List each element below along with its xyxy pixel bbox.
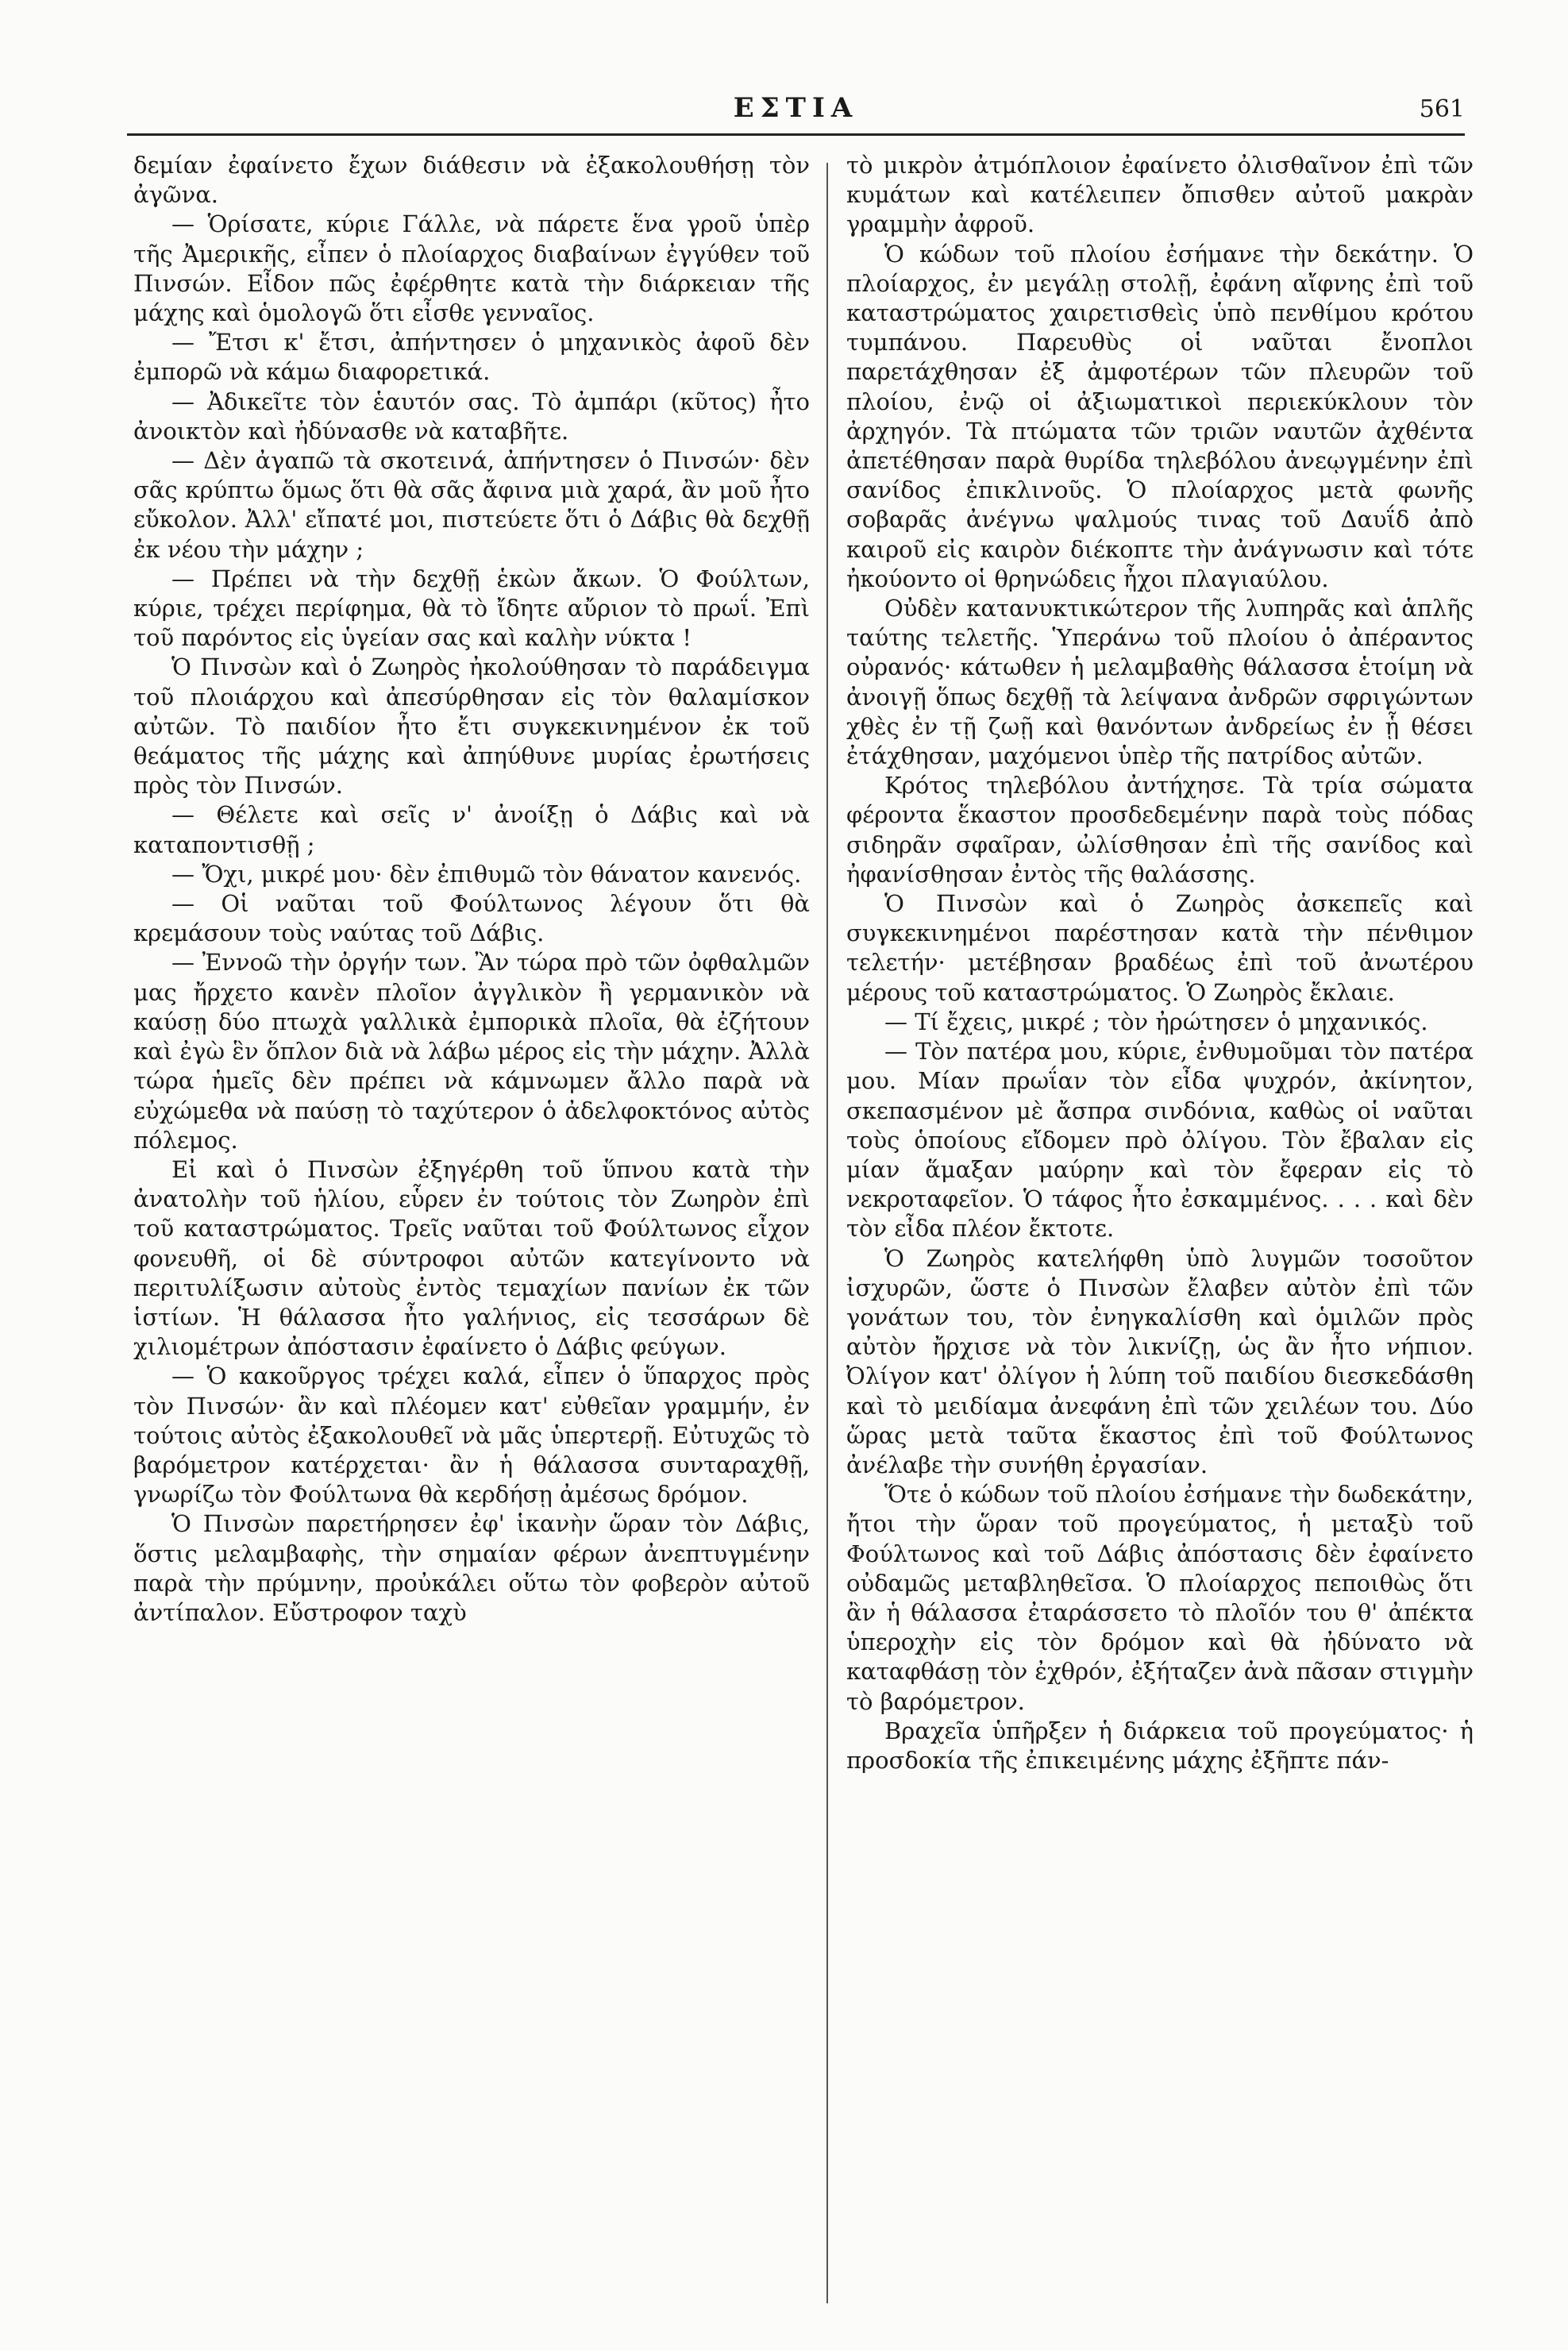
paragraph: Ὁ Ζωηρὸς κατελήφθη ὑπὸ λυγμῶν τοσοῦτον ἰσχυρῶν, ὥστε ὁ Πινσὼν ἔλαβεν αὐτὸν ἐπὶ τῶν γονάτων του, τὸν ἐνηγκαλίσθη καὶ ὁμιλῶν πρὸς αὐτὸν ἤρχισε νὰ τὸν λικνίζῃ, ὡς ἂν ἦτο νήπιον. Ὀλίγον κατ' ὀλίγον ἡ λύπη τοῦ παιδίου διεσκεδάσθη καὶ τὸ μειδίαμα ἀνεφάνη ἐπὶ τῶν χειλέων του. Δύο ὥρας μετὰ ταῦτα ἕκαστος ἐπὶ τοῦ Φούλτωνος ἀνέλαβε τὴν συνήθη ἐργασίαν. <box>846 1244 1474 1478</box>
right-column <box>846 151 1474 2332</box>
paragraph: — Ἔτσι κ' ἔτσι, ἀπήντησεν ὁ μηχανικὸς ἀφοῦ δὲν ἐμπορῶ νὰ κάμω διαφορετικά. <box>133 329 810 386</box>
paragraph: — Θέλετε καὶ σεῖς ν' ἀνοίξῃ ὁ Δάβις καὶ νὰ καταποντισθῇ ; <box>133 801 810 858</box>
paragraph: δεμίαν ἐφαίνετο ἔχων διάθεσιν νὰ ἐξακολουθήσῃ τὸν ἀγῶνα. <box>133 152 810 209</box>
paragraph: — Τὸν πατέρα μου, κύριε, ἐνθυμοῦμαι τὸν πατέρα μου. Μίαν πρωΐαν τὸν εἶδα ψυχρόν, ἀκίνητον, σκεπασμένον μὲ ἄσπρα σινδόνια, καθὼς οἱ ναῦται τοὺς ὁποίους εἴδομεν πρὸ ὀλίγου. Τὸν ἔβαλαν εἰς μίαν ἅμαξαν μαύρην καὶ τὸν ἔφεραν εἰς τὸ νεκροταφεῖον. Ὁ τάφος ἦτο ἐσκαμμένος. . . . καὶ δὲν τὸν εἶδα πλέον ἔκτοτε. <box>846 1038 1474 1243</box>
column-divider <box>826 163 828 2303</box>
paragraph: — Ὄχι, μικρέ μου· δὲν ἐπιθυμῶ τὸν θάνατον κανενός. <box>171 860 802 888</box>
paragraph: Ὁ Πινσὼν καὶ ὁ Ζωηρὸς ἠκολούθησαν τὸ παράδειγμα τοῦ πλοιάρχου καὶ ἀπεσύρθησαν εἰς τὸν θαλαμίσκον αὐτῶν. Τὸ παιδίον ἦτο ἔτι συγκεκινημένον ἐκ τοῦ θεάματος τῆς μάχης καὶ ἀπηύθυνε μυρίας ἐρωτήσεις πρὸς τὸν Πινσών. <box>133 653 810 800</box>
paragraph: Οὐδὲν κατανυκτικώτερον τῆς λυπηρᾶς καὶ ἁπλῆς ταύτης τελετῆς. Ὑπεράνω τοῦ πλοίου ὁ ἀπέραντος οὐρανός· κάτωθεν ἡ μελαμβαθὴς θάλασσα ἑτοίμη νὰ ἀνοιγῇ ὅπως δεχθῇ τὰ λείψανα ἀνδρῶν σφριγώντων χθὲς ἐν τῇ ζωῇ καὶ θανόντων ἀνδρείως ἐν ᾗ θέσει ἐτάχθησαν, μαχόμενοι ὑπὲρ τῆς πατρίδος αὐτῶν. <box>846 595 1474 770</box>
paragraph: Ὁ Πινσὼν καὶ ὁ Ζωηρὸς ἀσκεπεῖς καὶ συγκεκινημένοι παρέστησαν κατὰ τὴν πένθιμον τελετήν· μετέβησαν βραδέως ἐπὶ τοῦ ἀνωτέρου μέρους τοῦ καταστρώματος. Ὁ Ζωηρὸς ἔκλαιε. <box>846 890 1474 1006</box>
page-header <box>127 86 1465 133</box>
paragraph: Κρότος τηλεβόλου ἀντήχησε. Τὰ τρία σώματα φέροντα ἕκαστον προσδεδεμένην παρὰ τοὺς πόδας σιδηρᾶν σφαῖραν, ὠλίσθησαν ἐπὶ τῆς σανίδος καὶ ἠφανίσθησαν ἐντὸς τῆς θαλάσσης. <box>846 772 1474 888</box>
paragraph: — Οἱ ναῦται τοῦ Φούλτωνος λέγουν ὅτι θὰ κρεμάσουν τοὺς ναύτας τοῦ Δάβις. <box>133 890 810 947</box>
left-column <box>133 151 810 2332</box>
paragraph: — Ὁ κακοῦργος τρέχει καλά, εἶπεν ὁ ὕπαρχος πρὸς τὸν Πινσών· ἂν καὶ πλέομεν κατ' εὐθεῖαν γραμμήν, ἐν τούτοις αὐτὸς ἐξακολουθεῖ νὰ μᾶς ὑπερτερῇ. Εὐτυχῶς τὸ βαρόμετρον κατέρχεται· ἂν ἡ θάλασσα συνταραχθῇ, γνωρίζω τὸν Φούλτωνα θὰ κερδήσῃ ἀμέσως δρόμον. <box>133 1362 810 1509</box>
paragraph: Ὅτε ὁ κώδων τοῦ πλοίου ἐσήμανε τὴν δωδεκάτην, ἤτοι τὴν ὥραν τοῦ προγεύματος, ἡ μεταξὺ τοῦ Φούλτωνος καὶ τοῦ Δάβις ἀπόστασις δὲν ἐφαίνετο οὐδαμῶς μεταβληθεῖσα. Ὁ πλοίαρχος πεποιθὼς ὅτι ἂν ἡ θάλασσα ἐταράσσετο τὸ πλοῖόν του θ' ἀπέκτα ὑπεροχὴν εἰς τὸν δρόμον καὶ θὰ ἠδύνατο νὰ καταφθάσῃ τὸν ἐχθρόν, ἐξήταζεν ἀνὰ πᾶσαν στιγμὴν τὸ βαρόμετρον. <box>846 1481 1474 1715</box>
paragraph: — Τί ἔχεις, μικρέ ; τὸν ἠρώτησεν ὁ μηχανικός. <box>884 1008 1428 1035</box>
paragraph: Βραχεῖα ὑπῆρξεν ἡ διάρκεια τοῦ προγεύματος· ἡ προσδοκία τῆς ἐπικειμένης μάχης ἐξῆπτε πάν- <box>846 1717 1474 1774</box>
paragraph: — Ἐννοῶ τὴν ὀργήν των. Ἂν τώρα πρὸ τῶν ὀφθαλμῶν μας ἤρχετο κανὲν πλοῖον ἀγγλικὸν ἢ γερμανικὸν νὰ καύσῃ δύο πτωχὰ γαλλικὰ ἐμπορικὰ πλοῖα, θὰ ἐζήτουν καὶ ἐγὼ ἓν ὅπλον διὰ νὰ λάβω μέρος εἰς τὴν μάχην. Ἀλλὰ τώρα ἡμεῖς δὲν πρέπει νὰ κάμνωμεν ἄλλο παρὰ νὰ εὐχώμεθα νὰ παύσῃ τὸ ταχύτερον ὁ ἀδελφοκτόνος αὐτὸς πόλεμος. <box>133 949 810 1154</box>
publication-title: ΕΣΤΙΑ <box>733 92 859 124</box>
header-rule <box>127 133 1465 136</box>
paragraph: Ὁ Πινσὼν παρετήρησεν ἐφ' ἱκανὴν ὥραν τὸν Δάβις, ὅστις μελαμβαφὴς, τὴν σημαίαν φέρων ἀνεπτυγμένην παρὰ τὴν πρύμνην, προὐκάλει οὕτω τὸν φοβερὸν αὐτοῦ ἀντίπαλον. Εὔστροφον ταχὺ <box>133 1510 810 1626</box>
paragraph: — Πρέπει νὰ τὴν δεχθῇ ἑκὼν ἄκων. Ὁ Φούλτων, κύριε, τρέχει περίφημα, θὰ τὸ ἴδητε αὔριον τὸ πρωΐ. Ἐπὶ τοῦ παρόντος εἰς ὑγείαν σας καὶ καλὴν νύκτα ! <box>133 565 810 652</box>
paragraph: — Ὁρίσατε, κύριε Γάλλε, νὰ πάρετε ἕνα γροῦ ὑπὲρ τῆς Ἀμερικῆς, εἶπεν ὁ πλοίαρχος διαβαίνων ἐγγύθεν τοῦ Πινσών. Εἶδον πῶς ἐφέρθητε κατὰ τὴν διάρκειαν τῆς μάχης καὶ ὁμολογῶ ὅτι εἶσθε γενναῖος. <box>133 210 810 327</box>
paragraph: — Ἀδικεῖτε τὸν ἑαυτόν σας. Τὸ ἀμπάρι (κῦτος) ἦτο ἀνοικτὸν καὶ ἠδύνασθε νὰ καταβῆτε. <box>133 387 810 445</box>
paragraph: τὸ μικρὸν ἀτμόπλοιον ἐφαίνετο ὀλισθαῖνον ἐπὶ τῶν κυμάτων καὶ κατέλειπεν ὄπισθεν αὐτοῦ μακρὰν γραμμὴν ἀφροῦ. <box>846 152 1474 238</box>
paragraph: — Δὲν ἀγαπῶ τὰ σκοτεινά, ἀπήντησεν ὁ Πινσών· δὲν σᾶς κρύπτω ὅμως ὅτι θὰ σᾶς ἄφινα μιὰ χαρά, ἂν μοῦ ἦτο εὔκολον. Ἀλλ' εἴπατέ μοι, πιστεύετε ὅτι ὁ Δάβις θὰ δεχθῇ ἐκ νέου τὴν μάχην ; <box>133 447 810 563</box>
page-number: 561 <box>1419 95 1465 123</box>
paragraph: Εἰ καὶ ὁ Πινσὼν ἐξηγέρθη τοῦ ὕπνου κατὰ τὴν ἀνατολὴν τοῦ ἡλίου, εὗρεν ἐν τούτοις τὸν Ζωηρὸν ἐπὶ τοῦ καταστρώματος. Τρεῖς ναῦται τοῦ Φούλτωνος εἶχον φονευθῆ, οἱ δὲ σύντροφοι αὐτῶν κατεγίνοντο νὰ περιτυλίξωσιν αὐτοὺς ἐντὸς τεμαχίων πανίων ἐκ τῶν ἱστίων. Ἡ θάλασσα ἦτο γαλήνιος, εἰς τεσσάρων δὲ χιλιομέτρων ἀπόστασιν ἐφαίνετο ὁ Δάβις φεύγων. <box>133 1155 810 1361</box>
paragraph: Ὁ κώδων τοῦ πλοίου ἐσήμανε τὴν δεκάτην. Ὁ πλοίαρχος, ἐν μεγάλῃ στολῇ, ἐφάνη αἴφνης ἐπὶ τοῦ καταστρώματος χαιρετισθεὶς ὑπὸ πενθίμου κρότου τυμπάνου. Παρευθὺς οἱ ναῦται ἔνοπλοι παρετάχθησαν ἐξ ἀμφοτέρων τῶν πλευρῶν τοῦ πλοίου, ἐνῷ οἱ ἀξιωματικοὶ περιεκύκλουν τὸν ἀρχηγόν. Τὰ πτώματα τῶν τριῶν ναυτῶν ἀχθέντα ἀπετέθησαν παρὰ θυρίδα τηλεβόλου ἀνεῳγμένην ἐπὶ σανίδος ἐπικλινοῦς. Ὁ πλοίαρχος μετὰ φωνῆς σοβαρᾶς ἀνέγνω ψαλμούς τινας τοῦ Δαυΐδ ἀπὸ καιροῦ εἰς καιρὸν διέκοπτε τὴν ἀνάγνωσιν καὶ τότε ἠκούοντο οἱ θρηνώδεις ἦχοι πλαγιαύλου. <box>846 240 1474 592</box>
